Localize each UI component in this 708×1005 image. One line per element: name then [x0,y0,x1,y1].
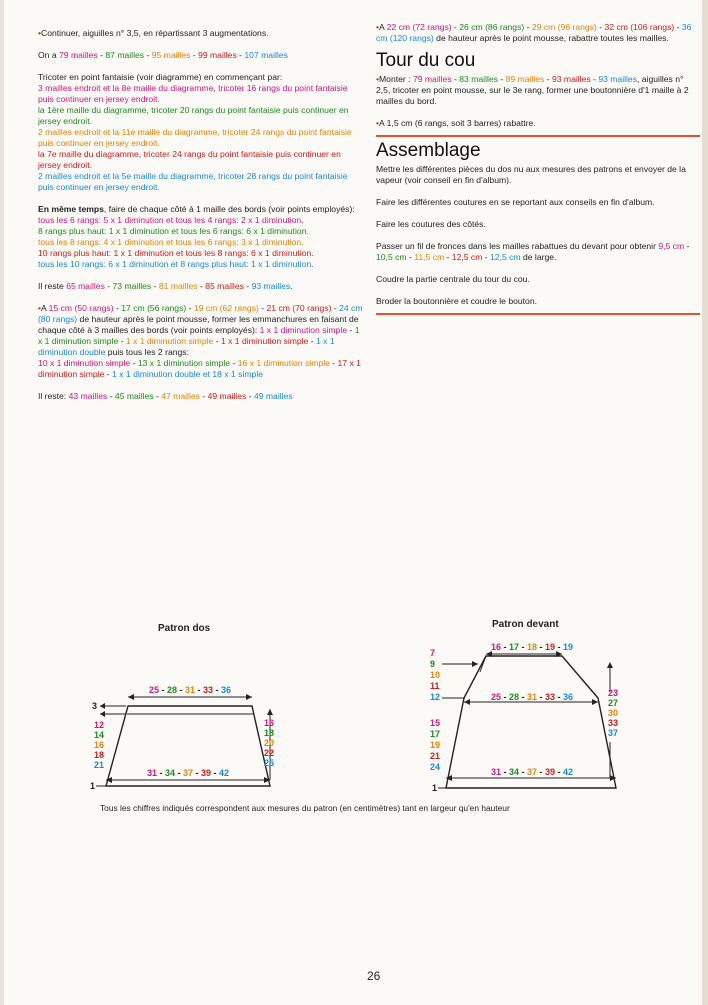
diagram-caption: Tous les chiffres indiqués correspondent aux mesures du patron (en centimètres) tant en largeur qu'en hauteur [100,803,510,813]
assembly-step-2: Faire les différentes coutures en se reportant aux conseils en fin d'album. [376,197,655,207]
assembly-step-4 [376,241,700,263]
size1-value: 1 x 1 diminution simple [259,325,348,335]
size2-value: 10,5 cm [376,252,407,262]
sep: - [544,74,552,84]
size4-value: 32 cm (106 rangs) [604,22,675,32]
size3-decrease: tous les 8 rangs: 4 x 1 diminution et tous les 6 rangs: 3 x 1 diminution. [38,237,304,247]
continue-text: Continuer, aiguilles n° 3,5, en répartissant 3 augmentations. [41,28,269,38]
size3-instruction: 2 mailles endroit et la 11e maille du diagramme, tricoter 24 rangs du point fantaisie puis continuer en jersey endroit. [38,127,352,148]
size4-value: 99 mailles [198,50,237,60]
size4-value: 12,5 cm [451,252,483,262]
size4-value: 85 mailles [205,281,244,291]
bind-off-text: de hauteur après le point mousse, rabattre toutes les mailles. [433,33,669,43]
neck-cast-on-paragraph [376,74,700,107]
arrowhead [592,699,598,705]
remaining-paragraph [38,281,364,292]
size3-value: 11,5 cm [414,252,445,262]
sep: - [199,391,208,401]
sep: - [230,358,238,368]
size5-value: 93 mailles [598,74,638,84]
sep: - [497,74,506,84]
size4-value: 17 x 1 diminution simple [38,358,361,379]
page-number: 26 [367,969,381,983]
size3-value: 89 mailles [505,74,545,84]
assembly-heading: Assemblage [376,140,481,161]
remaining-prefix: Il reste: [38,391,69,401]
size5-value: 93 mailles [251,281,291,291]
arrowhead [464,699,470,705]
size1-value: 15 cm (50 rangs) [48,303,114,313]
sep: - [674,22,682,32]
sep: - [153,391,162,401]
size3-value: 47 mailles [161,391,200,401]
right-column [376,22,700,323]
sep: - [524,22,532,32]
sep: - [151,281,159,291]
size3-value: 29 cm (96 rangs) [531,22,597,32]
front-pattern-diagram [420,638,640,798]
arrowhead [246,694,252,700]
size5-decrease: tous les 10 rangs: 6 x 1 diminution et 8 rangs plus haut: 1 x 1 diminution. [38,259,314,269]
sep: - [444,252,452,262]
arrowhead [100,703,105,709]
size1-value: 9,5 cm [658,241,685,251]
end-punct: . [290,281,293,291]
arrowhead [472,661,478,667]
size1-value: 10 x 1 diminution simple [38,358,131,368]
back-bottom-measure: 31 - 34 - 37 - 39 - 42 [146,768,230,778]
sep: - [451,22,460,32]
back-left-top-marker: 3 [92,701,98,711]
assembly-step-5: Coudre la partie centrale du tour du cou. [376,274,530,284]
sep: - [596,22,605,32]
section-divider [376,135,700,137]
front-right-heights: 23 27 30 33 37 [608,688,619,738]
cast-on-prefix: Monter : [379,74,413,84]
size4-value: 49 mailles [207,391,247,401]
decrease-paragraph [38,204,364,270]
size1-value: 22 cm (72 rangs) [386,22,452,32]
neck-bind-off-paragraph [376,118,700,129]
assembly-step-3: Faire les coutures des côtés. [376,219,486,229]
neck-heading: Tour du cou [376,50,476,71]
sep: - [130,358,138,368]
cast-on-text: , aiguilles n° 2,5, tricoter en point mousse, sur le 3e rang, former une boutonnière d'1 maille à 2 mailles du bord. [376,74,689,106]
bullet: • [376,118,380,128]
decrease-intro: , faire de chaque côté à 1 maille des bords (voir points employés): [103,204,355,214]
size4-value: 21 cm (70 rangs) [266,303,332,313]
size2-instruction: la 1ère maille du diagramme, tricoter 20 rangs du point fantaisie puis continuer en jersey endroit. [38,105,349,126]
bullet: • [38,303,42,313]
back-left-heights: 12 14 16 18 21 [94,720,105,770]
same-time-bold: En même temps [38,204,104,214]
size5-value: 12,5 cm [490,252,521,262]
arrowhead [128,694,134,700]
page-right-edge [702,0,708,1005]
size3-value: 95 mailles [151,50,191,60]
size3-value: 1 x 1 diminution simple [125,336,214,346]
size5-value: 24 cm (80 rangs) [38,303,363,324]
size5-value: 1 x 1 diminution double et 18 x 1 simple [112,369,264,379]
sep: - [213,336,221,346]
size5-instruction: 2 mailles endroit et la 5e maille du diagramme, tricoter 28 rangs du point fantaisie puis continuer en jersey endroit. [38,171,348,192]
sep: - [97,50,106,60]
size2-value: 73 mailles [112,281,152,291]
size5-value: 1 x 1 diminution double [38,336,335,357]
size1-decrease: tous les 6 rangs: 5 x 1 diminution et tous les 4 rangs: 2 x 1 diminution. [38,215,304,225]
bullet: • [38,28,42,38]
bullet: • [376,74,380,84]
front-left-upper-heights: 7 9 10 11 12 [430,648,441,702]
sep: - [347,325,355,335]
armhole-text: de hauteur après le point mousse, former les emmanchures en faisant de chaque côté à 3 mailles des bords (voir points employés): [38,314,359,335]
stitch-count-prefix: On a [38,50,60,60]
back-left-bottom-marker: 1 [90,781,96,791]
size1-value: 79 mailles [59,50,98,60]
size2-value: 83 mailles [459,74,498,84]
back-pattern-diagram [80,676,290,796]
front-left-shoulder-line [480,656,486,672]
continue-paragraph [38,28,364,39]
size2-decrease: 8 rangs plus haut: 1 x 1 diminution et tous les 6 rangs: 6 x 1 diminution. [38,226,309,236]
assembly-step-1: Mettre les différentes pièces du dos nu aux mesures des patrons et envoyer de la vapeur (voir conseil en fin d'album). [376,164,686,185]
front-top-measure: 16 - 17 - 18 - 19 - 19 [490,642,574,652]
size2-value: 87 mailles [105,50,145,60]
fancy-stitch-paragraph [38,72,364,193]
section-divider [376,313,700,315]
size5-value: 36 cm (120 rangs) [376,22,692,43]
front-bottom-measure: 31 - 34 - 37 - 39 - 42 [490,767,574,777]
sep: - [104,281,113,291]
front-left-lower-heights: 15 17 19 21 24 [430,718,441,772]
size3-value: 81 mailles [158,281,198,291]
size2-value: 26 cm (86 rangs) [459,22,525,32]
fancy-stitch-intro: Tricoter en point fantaisie (voir diagramme) en commençant par: [38,72,283,82]
page-left-edge [0,0,4,1005]
size4-decrease: 10 rangs plus haut: 1 x 1 diminution et tous les 8 rangs: 6 x 1 diminution. [38,248,314,258]
sep: - [186,303,194,313]
sep: - [590,74,599,84]
bullet: • [376,22,380,32]
front-pattern-title: Patron devant [492,619,559,630]
size4-instruction: la 7e maille du diagramme, tricoter 24 rangs du point fantaisie puis continuer en jersey endroit. [38,149,341,170]
arrowhead [100,711,105,717]
size1-value: 65 mailles [66,281,105,291]
sep: - [406,252,415,262]
then-text: puis tous les 2 rangs: [105,347,189,357]
gather-end: de large. [520,252,557,262]
size5-value: 49 mailles [253,391,293,401]
sep: - [118,336,126,346]
bind-off-paragraph [376,22,700,44]
sep: - [331,303,340,313]
sep: - [107,391,115,401]
left-column [38,28,364,413]
size5-value: 107 mailles [244,50,288,60]
neck-bind-off-text: A 1,5 cm (6 rangs, soit 3 barres) rabattre. [379,118,536,128]
front-mid-measure: 25 - 28 - 31 - 33 - 36 [490,692,574,702]
front-left-foot-marker: 1 [432,783,438,793]
size1-value: 79 mailles [412,74,452,84]
size3-value: 19 cm (62 rangs) [193,303,259,313]
size3-value: 16 x 1 diminution simple [237,358,330,368]
gather-text: Passer un fil de fronces dans les mailles rabattues du devant pour obtenir [376,241,659,251]
back-top-measure: 25 - 28 - 31 - 33 - 36 [148,685,232,695]
size1-instruction: 3 mailles endroit et la 8e maille du diagramme, tricoter 16 rangs du point fantaisie puis continuer en jersey endroit. [38,83,348,104]
sep: - [197,281,206,291]
size2-value: 17 cm (56 rangs) [121,303,187,313]
size2-value: 45 mailles [114,391,154,401]
size2-value: 1 x 1 diminution simple [38,325,360,346]
remaining-final-paragraph [38,391,364,402]
sep: - [451,74,460,84]
sep: - [329,358,338,368]
sep: - [684,241,690,251]
back-right-heights: 16 18 20 22 25 [264,718,275,768]
remaining-prefix: Il reste [38,281,67,291]
size4-value: 93 mailles [551,74,591,84]
stitch-count-paragraph [38,50,364,61]
size4-value: 1 x 1 diminution simple [220,336,309,346]
arrowhead [267,709,273,715]
assembly-step-6: Broder la boutonnière et coudre le bouton. [376,296,538,306]
arrowhead [607,662,613,668]
sep: - [104,369,113,379]
sep: - [190,50,199,60]
armhole-prefix: A [41,303,49,313]
sep: - [246,391,254,401]
size1-value: 43 mailles [68,391,108,401]
sep: - [258,303,267,313]
back-pattern-title: Patron dos [158,623,211,634]
sep: - [482,252,491,262]
sep: - [113,303,122,313]
size2-value: 13 x 1 diminution simple [137,358,231,368]
armhole-paragraph [38,303,364,380]
bind-off-prefix: A [379,22,387,32]
sep: - [243,281,252,291]
sep: - [236,50,245,60]
sep: - [144,50,152,60]
sep: - [308,336,317,346]
